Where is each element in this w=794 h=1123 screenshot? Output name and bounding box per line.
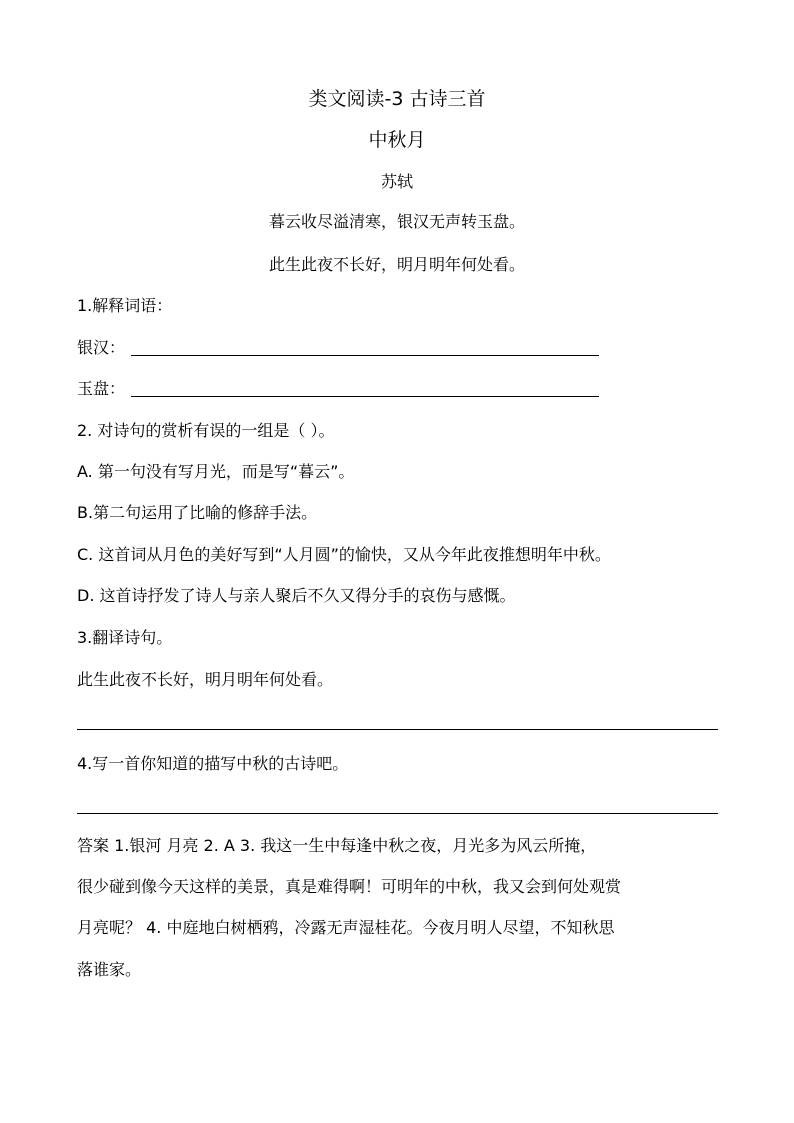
poem-author: 苏轼 <box>380 172 413 191</box>
option-a: A. 第一句没有写月光，而是写“暮云”。 <box>77 462 355 481</box>
option-c: C. 这首词从月色的美好写到“人月圆”的愉快，又从今年此夜推想明年中秋。 <box>77 545 611 564</box>
term-yinhan-answer-line <box>131 355 599 356</box>
question-3-answer-line <box>77 729 718 730</box>
option-b: B.第二句运用了比喻的修辞手法。 <box>77 503 318 522</box>
question-2-label: 2. 对诗句的赏析有误的一组是（ ）。 <box>77 421 335 440</box>
answer-line-2: 很少碰到像今天这样的美景，真是难得啊！可明年的中秋，我又会到何处观赏 <box>77 877 622 896</box>
question-3-poem-line: 此生此夜不长好，明月明年何处看。 <box>77 670 334 689</box>
poem-title: 中秋月 <box>368 129 426 151</box>
term-yupan-label: 玉盘： <box>77 379 126 398</box>
question-3-label: 3.翻译诗句。 <box>77 628 173 647</box>
poem-line-1: 暮云收尽溢清寒，银汉无声转玉盘。 <box>268 212 525 231</box>
term-yupan-answer-line <box>131 396 599 397</box>
answer-line-1: 答案 1.银河 月亮 2. A 3. 我这一生中每逢中秋之夜，月光多为风云所掩， <box>77 836 597 855</box>
question-4-answer-line <box>77 813 718 814</box>
question-4-label: 4.写一首你知道的描写中秋的古诗吧。 <box>77 754 349 773</box>
poem-line-2: 此生此夜不长好，明月明年何处看。 <box>268 255 525 274</box>
question-1-label: 1.解释词语： <box>77 296 173 315</box>
answer-line-3: 月亮呢？ 4. 中庭地白树栖鸦，冷露无声湿桂花。今夜月明人尽望，不知秋思 <box>77 918 615 937</box>
answer-line-4: 落谁家。 <box>77 960 142 979</box>
page-title: 类文阅读-3 古诗三首 <box>308 88 486 110</box>
term-yinhan-label: 银汉： <box>77 338 126 357</box>
option-d: D. 这首诗抒发了诗人与亲人聚后不久又得分手的哀伤与感慨。 <box>77 586 516 605</box>
